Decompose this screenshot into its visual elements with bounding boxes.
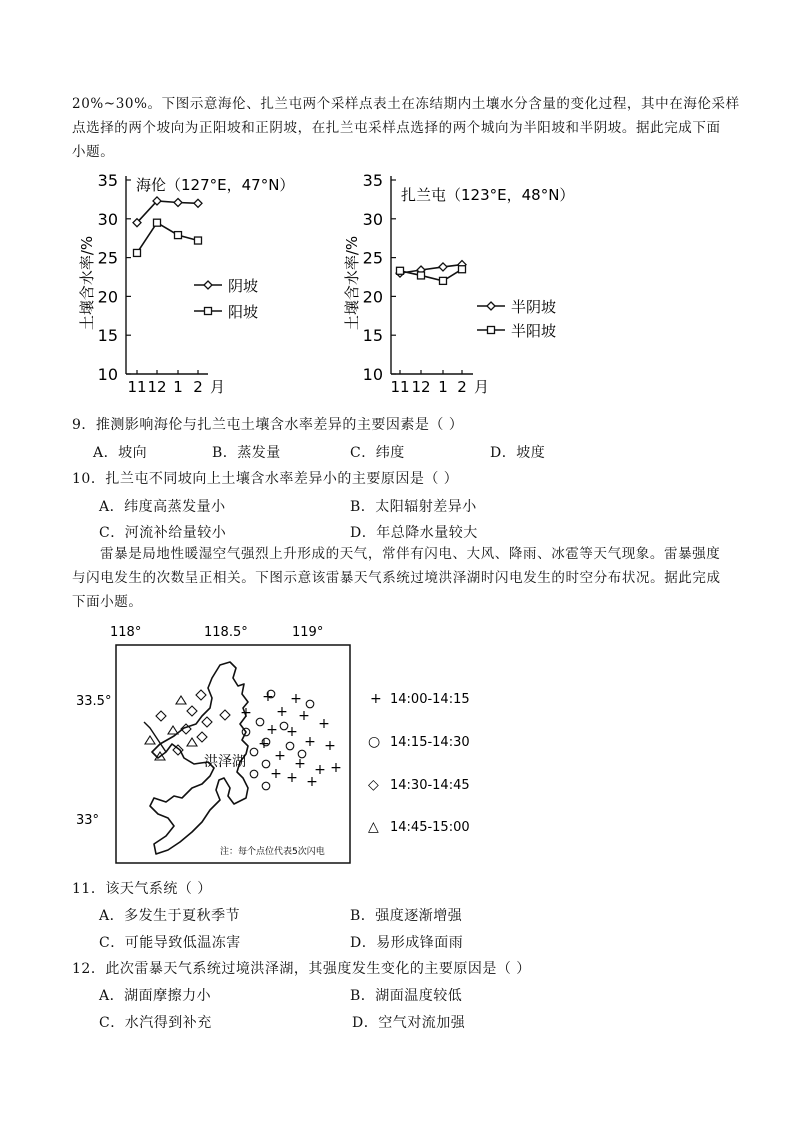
hongze-lake-map (70, 618, 470, 870)
q9-option-d[interactable]: D．坡度 (490, 445, 546, 461)
q9-option-c[interactable]: C．纬度 (350, 445, 405, 461)
lake-inlet (144, 722, 166, 752)
y-tick-label: 15 (362, 326, 383, 346)
y-tick-label: 35 (97, 171, 118, 190)
legend-symbol-diamond: ◇ (368, 777, 379, 793)
y-axis-label: 土壤含水率/% (343, 235, 361, 331)
series-line (400, 265, 462, 274)
thunder-line-1: 雷暴是局地性暖湿空气强烈上升形成的天气，常伴有闪电、大风、降雨、冰雹等天气现象。雷暴强度 (100, 546, 721, 562)
map-legend (368, 691, 470, 835)
q9-option-b[interactable]: B．蒸发量 (212, 445, 281, 461)
lightning-triangle (145, 736, 155, 744)
zhalantun-chart (335, 168, 595, 398)
q12-option-b[interactable]: B．湖面温度较低 (350, 988, 463, 1004)
y-tick-label: 15 (97, 326, 118, 346)
thunder-line-2: 与闪电发生的次数呈正相关。下图示意该雷暴天气系统过境洪泽湖时闪电发生的时空分布状况。据此完成 (72, 570, 721, 586)
lightning-plus: + (324, 738, 336, 754)
map-note: 注：每个点位代表5次闪电 (220, 847, 325, 857)
intro-line-3: 小题。 (72, 144, 115, 160)
lightning-diamond (187, 706, 197, 716)
data-point-diamond (174, 199, 182, 207)
lat-label-335: 33.5° (76, 694, 112, 709)
lightning-circle (262, 782, 270, 790)
lightning-plus: + (330, 760, 342, 776)
q12-option-c[interactable]: C．水汽得到补充 (99, 1015, 212, 1031)
q11-option-b[interactable]: B．强度逐渐增强 (350, 908, 463, 924)
lon-label-119: 119° (292, 625, 324, 640)
q10-option-c[interactable]: C．河流补给量较小 (99, 525, 227, 541)
q10-option-a[interactable]: A．纬度高蒸发量小 (99, 499, 226, 515)
legend-label: 阴坡 (228, 277, 259, 295)
q9-stem: 9．推测影响海伦与扎兰屯土壤含水率差异的主要因素是（ ） (72, 417, 464, 433)
q12-stem: 12．此次雷暴天气系统过境洪泽湖，其强度发生变化的主要原因是（ ） (72, 961, 531, 977)
lightning-diamond (156, 711, 166, 721)
y-tick-label: 20 (97, 287, 118, 307)
data-point-diamond (439, 263, 447, 271)
lightning-diamond (202, 717, 212, 727)
y-tick-label: 10 (362, 365, 383, 384)
data-point-square (440, 277, 447, 284)
lightning-circle (250, 770, 258, 778)
lightning-plus: + (294, 756, 306, 772)
lightning-plus: + (290, 691, 302, 707)
legend-marker-square (205, 308, 212, 315)
legend-symbol-circle: ○ (368, 734, 381, 750)
lightning-14-30 (156, 690, 230, 755)
lightning-plus: + (306, 774, 318, 790)
y-tick-label: 20 (362, 287, 383, 307)
lightning-circle (286, 742, 294, 750)
series-line (137, 201, 198, 223)
hailun-axes (78, 171, 294, 396)
data-point-diamond (194, 199, 202, 207)
lightning-circle (262, 760, 270, 768)
y-tick-label: 25 (97, 248, 118, 268)
x-tick-label: 11 (390, 378, 410, 396)
lightning-plus: + (304, 734, 316, 750)
lake-name-label: 洪泽湖 (204, 754, 246, 770)
hailun-chart (70, 168, 320, 398)
chart-title: 海伦（127°E，47°N） (136, 176, 295, 194)
q11-stem: 11．该天气系统（ ） (72, 881, 212, 897)
lightning-plus: + (240, 705, 252, 721)
legend-symbol-plus: + (370, 691, 382, 707)
q12-option-a[interactable]: A．湖面摩擦力小 (99, 988, 212, 1004)
x-axis-unit: 月 (210, 378, 226, 396)
y-axis-label: 土壤含水率/% (78, 235, 96, 331)
data-point-square (397, 267, 404, 274)
x-axis-unit: 月 (474, 378, 490, 396)
intro-line-2: 点选择的两个坡向为正阳坡和正阴坡，在扎兰屯采样点选择的两个城向为半阳坡和半阴坡。据此完成下面 (72, 120, 721, 136)
data-point-square (154, 219, 161, 226)
lightning-plus: + (258, 736, 270, 752)
data-point-square (418, 272, 425, 279)
lightning-triangle (168, 726, 178, 734)
lightning-plus: + (266, 722, 278, 738)
legend-marker-diamond (487, 302, 495, 310)
x-tick-label: 11 (127, 378, 147, 396)
lightning-plus: + (318, 716, 330, 732)
hailun-marks (133, 197, 258, 321)
legend-label: 半阳坡 (511, 322, 557, 340)
data-point-square (134, 249, 141, 256)
legend-marker-diamond (204, 281, 212, 289)
data-point-square (195, 237, 202, 244)
lon-label-1185: 118.5° (204, 625, 248, 640)
zhalantun-axes (343, 171, 574, 396)
q10-option-d[interactable]: D．年总降水量较大 (350, 525, 478, 541)
q11-option-c[interactable]: C．可能导致低温冻害 (99, 935, 241, 951)
legend-time-3: 14:30-14:45 (390, 778, 470, 793)
q10-option-b[interactable]: B．太阳辐射差异小 (350, 499, 477, 515)
y-tick-label: 30 (362, 209, 383, 229)
x-tick-label: 1 (438, 378, 448, 396)
lightning-plus: + (270, 766, 282, 782)
x-tick-label: 1 (173, 378, 183, 396)
x-tick-label: 12 (147, 378, 167, 396)
lightning-plus: + (274, 748, 286, 764)
legend-time-2: 14:15-14:30 (390, 735, 470, 750)
q11-option-d[interactable]: D．易形成锋面雨 (350, 935, 464, 951)
x-tick-label: 2 (193, 378, 203, 396)
lightning-circle (250, 748, 258, 756)
lightning-circle (256, 718, 264, 726)
lightning-diamond (197, 732, 207, 742)
legend-label: 阳坡 (228, 303, 259, 321)
q11-option-a[interactable]: A．多发生于夏秋季节 (99, 908, 241, 924)
legend-label: 半阴坡 (511, 298, 557, 316)
y-tick-label: 25 (362, 248, 383, 268)
lightning-14-00 (240, 689, 342, 790)
data-point-square (175, 232, 182, 239)
q10-stem: 10．扎兰屯不同坡向上土壤含水率差异小的主要原因是（ ） (72, 471, 459, 487)
y-tick-label: 30 (97, 209, 118, 229)
x-tick-label: 2 (457, 378, 467, 396)
x-tick-label: 12 (411, 378, 431, 396)
lightning-plus: + (314, 762, 326, 778)
lightning-plus: + (262, 689, 274, 705)
y-tick-label: 10 (97, 365, 118, 384)
lightning-triangle (187, 738, 197, 746)
q9-option-a[interactable]: A．坡向 (93, 445, 148, 461)
lightning-triangle (176, 696, 186, 704)
lightning-plus: + (286, 770, 298, 786)
lightning-diamond (196, 690, 206, 700)
y-tick-label: 35 (362, 171, 383, 190)
lightning-circle (306, 700, 314, 708)
intro-line-1: 20%~30%。下图示意海伦、扎兰屯两个采样点表土在冻结期内土壤水分含量的变化过程，其中在海伦采样 (72, 96, 740, 112)
legend-symbol-triangle: △ (368, 819, 379, 835)
data-point-square (459, 266, 466, 273)
zhalantun-marks (396, 261, 556, 340)
q12-option-d[interactable]: D．空气对流加强 (352, 1015, 466, 1031)
legend-marker-square (488, 327, 495, 334)
lightning-diamond (220, 710, 230, 720)
legend-time-1: 14:00-14:15 (390, 692, 470, 707)
lightning-plus: + (286, 724, 298, 740)
lightning-plus: + (276, 704, 288, 720)
series-line (137, 223, 198, 253)
legend-time-4: 14:45-15:00 (390, 820, 470, 835)
lat-label-33: 33° (76, 813, 100, 828)
thunder-line-3: 下面小题。 (72, 594, 143, 610)
lon-label-118: 118° (110, 625, 142, 640)
lightning-plus: + (298, 708, 310, 724)
chart-title: 扎兰屯（123°E，48°N） (401, 186, 575, 204)
